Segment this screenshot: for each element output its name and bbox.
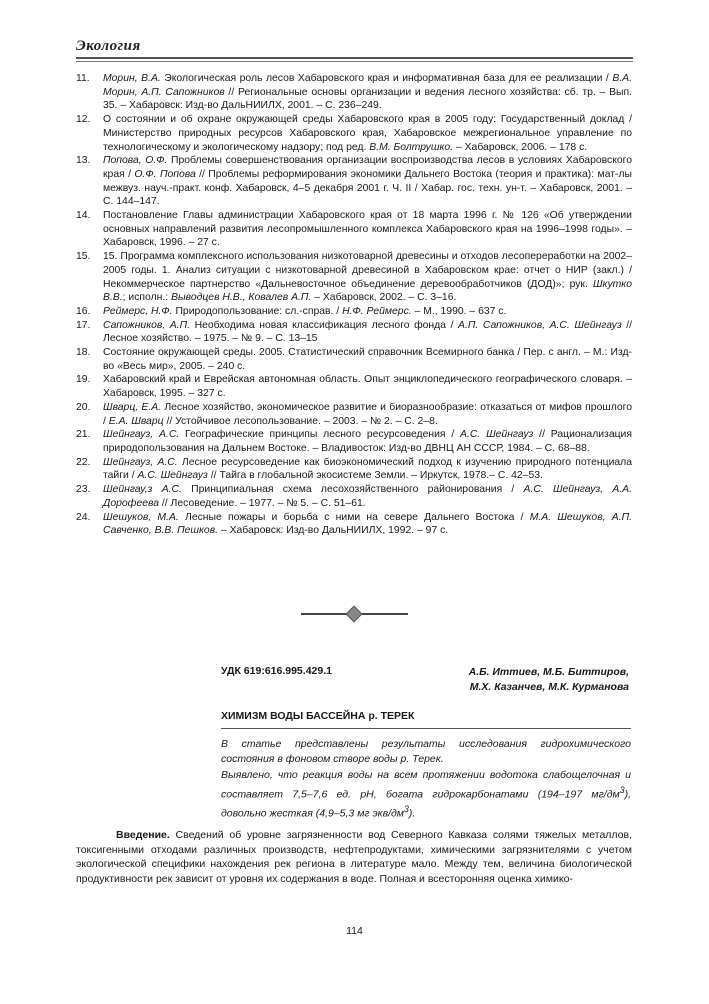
header-rule xyxy=(76,57,633,59)
abstract-paragraph-1: В статье представлены результаты исследования гидрохимического состояния в фоновом створе воды р. Терек. xyxy=(221,738,631,765)
reference-item xyxy=(76,456,632,483)
reference-text: Хабаровский край и Еврейская автономная область. Опыт энциклопедического географического словаря. – Хабаровск, 1995. – 327 с. xyxy=(103,374,632,400)
reference-text: Шварц, Е.А. Лесное хозяйство, экономическое развитие и биоразнообразие: отказаться от мифов прошлого / Е.А. Шварц // Устойчивое лесопользование. – 2003. – № 2. – С. 2–8. xyxy=(103,401,632,427)
reference-number: 14. xyxy=(76,210,91,222)
reference-number: 20. xyxy=(76,401,91,413)
page-number: 114 xyxy=(346,925,363,937)
authors-line-2: М.Х. Казанчев, М.К. Курманова xyxy=(469,680,629,693)
reference-number: 12. xyxy=(76,114,91,126)
reference-text: Сапожников, А.П. Необходима новая классификация лесного фонда / А.П. Сапожников, А.С. Шейнгауз // Лесное хозяйство. – 1975. – № 9. – С. 13–15 xyxy=(103,319,633,345)
reference-item xyxy=(76,373,632,400)
reference-text: Шейнгауз, А.С. Географические принципы лесного ресурсоведения / А.С. Шейнгауз // Рационализация природопользования на Дальнем Востоке. – Владивосток: Изд-во ДВНЦ АН СССР, 1984. – С. 68–88. xyxy=(103,429,632,454)
reference-number: 21. xyxy=(76,429,91,441)
reference-item xyxy=(76,319,632,346)
reference-text: Реймерс, Н.Ф. Природопользование: сл.-справ. / Н.Ф. Реймерс. – М., 1990. – 637 с. xyxy=(103,305,507,317)
reference-number: 13. xyxy=(76,155,91,167)
reference-number: 24. xyxy=(76,511,91,523)
reference-list xyxy=(76,72,632,538)
section-divider xyxy=(0,607,709,621)
reference-item xyxy=(76,401,632,428)
reference-text: Шейнгау,з А.С. Принципиальная схема лесохозяйственного районирования / А.С. Шейнгауз, А.А. Дорофеева // Лесоведение. – 1977. – № 5. – С. 51–61. xyxy=(103,484,632,509)
reference-number: 18. xyxy=(76,347,91,359)
article-title: ХИМИЗМ ВОДЫ БАССЕЙНА р. ТЕРЕК xyxy=(221,710,415,722)
udk-code: УДК 619:616.995.429.1 xyxy=(221,665,332,677)
diamond-ornament-icon xyxy=(346,606,363,623)
reference-text: 15. Программа комплексного использования низкотоварной древесины и отходов лесопереработки на 2002–2005 годы. 1. Анализ ситуации с низкотоварной древесиной в Хабаровском крае: отчет о НИР (закл.) / Некоммерческое партнерство «Дальневосточное объединение деревообработчиков (ДОД)»; рук. Шкутко В.В.; исполн.: Выводцев Н.В., Ковалев А.П. – Хабаровск, 2002. – С. 3–16. xyxy=(103,251,632,304)
reference-item xyxy=(76,346,632,373)
reference-number: 15. xyxy=(76,251,91,263)
authors-line-1: А.Б. Иттиев, М.Б. Биттиров, xyxy=(468,666,629,678)
divider-line-right xyxy=(362,613,408,615)
reference-text: Шешуков, М.А. Лесные пожары и борьба с ними на севере Дальнего Востока / М.А. Шешуков, А.П. Савченко, В.В. Пешков. – Хабаровск: Изд-во ДальНИИЛХ, 1992. – 97 с. xyxy=(103,511,633,537)
reference-item xyxy=(76,250,632,305)
reference-item xyxy=(76,209,632,250)
reference-number: 11. xyxy=(76,73,90,84)
introduction-heading: Введение. xyxy=(116,829,170,841)
reference-number: 16. xyxy=(76,305,91,317)
divider-line-left xyxy=(301,613,347,615)
reference-text: О состоянии и об охране окружающей среды Хабаровского края в 2005 году: Государственный доклад / Министерство природных ресурсов Хабаровского края, Хабаровское межрегиональное управление по технологическому и экологическому надзору; под ред. В.М. Болтрушко. – Хабаровск, 2006. – 178 с. xyxy=(103,114,632,153)
reference-text: Морин, В.А. Экологическая роль лесов Хабаровского края и информативная база для ее реализации / В.А. Морин, А.П. Сапожников // Региональные основы организации и ведения лесного хозяйства: сб. тр. – Вып. 35. – Хабаровск: Изд-во ДальНИИЛХ, 2001. – С. 236–249. xyxy=(103,73,632,112)
reference-item xyxy=(76,428,632,455)
reference-item xyxy=(76,113,632,154)
reference-text: Попова, О.Ф. Проблемы совершенствования организации воспроизводства лесов в условиях Хабаровского края / О.Ф. Попова // Проблемы реформирования экономики Дальнего Востока (теория и практика): мат-лы межвуз. науч.-практ. конф. Хабаровск, 4–5 декабря 2001 г. Ч. II / Хабар. гос. техн. ун-т. – Хабаровск, 2001. – С. 144–147. xyxy=(103,155,633,208)
header-rule-thin xyxy=(76,61,633,62)
reference-item xyxy=(76,483,632,510)
reference-number: 22. xyxy=(76,456,91,468)
reference-text: Постановление Главы администрации Хабаровского края от 18 марта 1996 г. № 126 «Об утверждении основных направлений развития лесопромышленного комплекса Хабаровского края на 1996–1998 годы». – Хабаровск, 1996. – 27 с. xyxy=(103,210,632,249)
reference-text: Состояние окружающей среды. 2005. Статистический справочник Всемирного банка / Пер. с англ. – М.: Изд-во «Весь мир», 2005. – 240 с. xyxy=(103,347,632,372)
article-authors xyxy=(469,665,629,694)
reference-number: 17. xyxy=(76,319,91,331)
introduction-paragraph xyxy=(76,828,632,886)
reference-item xyxy=(76,511,632,538)
reference-item xyxy=(76,154,632,209)
reference-item xyxy=(76,305,632,319)
title-rule xyxy=(221,728,631,729)
reference-text: Шейнгауз, А.С. Лесное ресурсоведение как биоэкономический подход к изучению природного потенциала тайги / А.С. Шейнгауз // Тайга в глобальной экосистеме Земли. – Иркутск, 1978.– С. 42–53. xyxy=(103,456,632,482)
article-abstract xyxy=(221,737,631,823)
reference-number: 19. xyxy=(76,374,91,386)
introduction-text: Сведений об уровне загрязненности вод Северного Кавказа солями тяжелых металлов, токсигенными отходами различных производств, нефтепродуктами, химическими загрязнителями с учетом экологической специфики нахождения рек региона в литературе мало. Между тем, величина биологической продуктивности рек зависит от уровня их содержания в воде. Полная и всесторонняя оценка химико- xyxy=(76,829,632,885)
reference-number: 23. xyxy=(76,484,91,496)
reference-item xyxy=(76,72,632,113)
abstract-paragraph-2: Выявлено, что реакция воды на всем протяжении водотока слабощелочная и составляет 7,5–7,6 ед. рН, богата гидрокарбонатами (194–197 $мг/дм^3$), довольно жесткая (4,9–5,3 мг экв/$дм^3$). xyxy=(221,769,631,820)
running-head-section: Экология xyxy=(76,38,141,54)
